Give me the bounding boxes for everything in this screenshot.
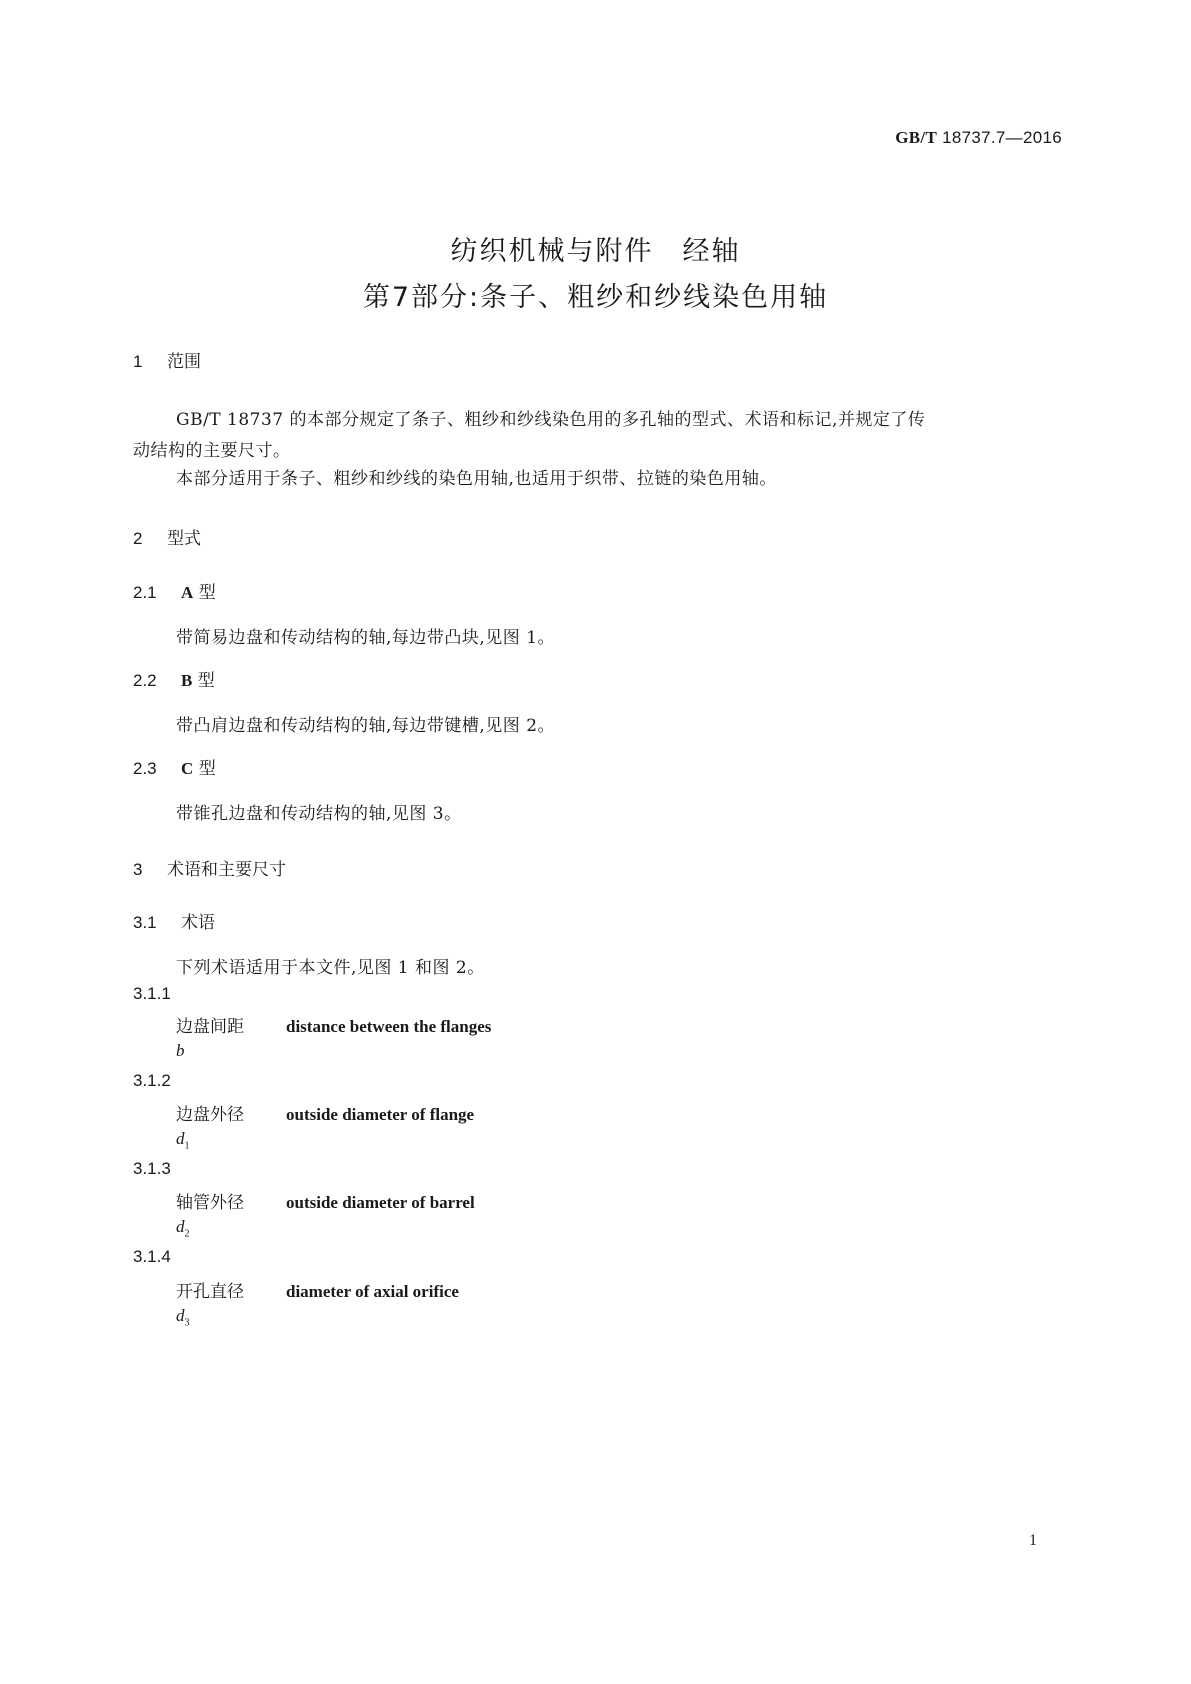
type-tag: A [181,583,194,602]
subsection-title: 术语 [181,913,215,933]
term-number: 3.1.3 [133,1159,171,1178]
term-english: outside diameter of flange [286,1105,475,1124]
term-chinese: 轴管外径 [176,1193,244,1213]
type-label: 型 [198,759,216,779]
term-english: outside diameter of barrel [286,1193,475,1212]
section-2-heading [133,524,201,549]
term-entry [176,1012,491,1037]
term-chinese: 边盘外径 [176,1105,244,1125]
symbol-letter: d [176,1217,185,1236]
section-title: 范围 [167,352,201,372]
type-a-description: 带简易边盘和传动结构的轴,每边带凸块,见图 1。 [176,628,556,648]
standard-prefix: GB/T [895,128,938,147]
term-number: 3.1.2 [133,1071,171,1090]
type-label: 型 [198,583,216,603]
standard-number [895,128,1062,148]
subsection-number: 2.3 [133,759,157,778]
term-entry [176,1277,459,1302]
terms-intro: 下列术语适用于本文件,见图 1 和图 2。 [176,958,485,978]
term-english: distance between the flanges [286,1017,492,1036]
term-symbol [176,1306,190,1328]
symbol-subscript: 1 [184,1140,190,1152]
term-chinese: 开孔直径 [176,1282,244,1302]
symbol-letter: b [176,1041,185,1060]
scope-paragraph-1-line2: 动结构的主要尺寸。 [133,441,291,461]
type-label: 型 [197,671,215,691]
document-title-line2: 第7部分:条子、粗纱和纱线染色用轴 [362,282,829,313]
type-b-description: 带凸肩边盘和传动结构的轴,每边带键槽,见图 2。 [176,716,556,736]
symbol-letter: d [176,1129,185,1148]
term-entry [176,1188,475,1213]
document-title-line1: 纺织机械与附件 经轴 [450,236,741,267]
standard-code: 18737.7—2016 [942,128,1062,147]
subsection-number: 2.1 [133,583,157,602]
scope-paragraph-2: 本部分适用于条子、粗纱和纱线的染色用轴,也适用于织带、拉链的染色用轴。 [176,469,777,489]
subsection-2-3-heading [133,754,216,779]
type-tag: C [181,759,194,778]
symbol-subscript: 2 [184,1228,190,1240]
symbol-letter: d [176,1306,185,1325]
subsection-2-2-heading [133,666,215,691]
term-chinese: 边盘间距 [176,1017,244,1037]
section-1-heading [133,347,201,372]
symbol-subscript: 3 [184,1317,190,1329]
term-symbol [176,1129,190,1151]
type-c-description: 带锥孔边盘和传动结构的轴,见图 3。 [176,804,462,824]
type-tag: B [181,671,193,690]
term-entry [176,1100,474,1125]
subsection-2-1-heading [133,578,216,603]
subsection-number: 3.1 [133,913,157,932]
term-number: 3.1.4 [133,1247,171,1266]
section-number: 1 [133,352,143,371]
page-number: 1 [1029,1532,1037,1549]
section-title: 术语和主要尺寸 [167,860,286,880]
term-english: diameter of axial orifice [286,1282,459,1301]
section-title: 型式 [167,529,201,549]
subsection-number: 2.2 [133,671,157,690]
term-symbol [176,1041,185,1061]
term-symbol [176,1217,190,1239]
section-number: 2 [133,529,143,548]
section-number: 3 [133,860,143,879]
section-3-heading [133,855,286,880]
subsection-3-1-heading [133,908,215,933]
term-number: 3.1.1 [133,984,171,1003]
scope-paragraph-1-line1: GB/T 18737 的本部分规定了条子、粗纱和纱线染色用的多孔轴的型式、术语和标记,并规定了传 [176,410,926,430]
